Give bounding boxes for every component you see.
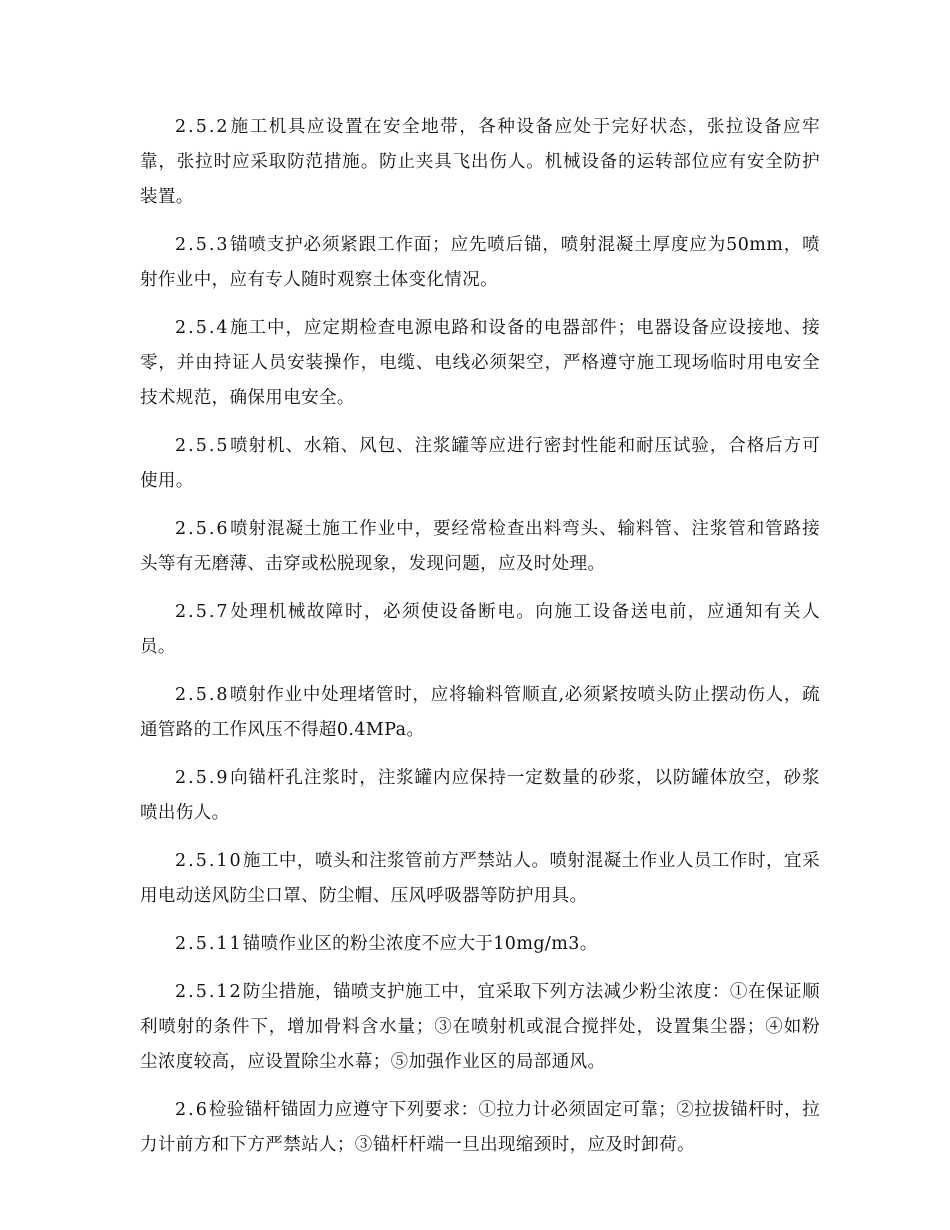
paragraph-2-5-11: [140, 927, 820, 962]
paragraph-2-5-3: [140, 228, 820, 298]
clause-text: 检验锚杆锚固力应遵守下列要求：①拉力计必须固定可靠；②拉拔锚杆时，拉力计前方和下方严禁站人；③锚杆杆端一旦出现缩颈时，应及时卸荷。: [140, 1100, 820, 1155]
clause-number: 2.5.7: [175, 602, 230, 622]
clause-number: 2.5.9: [175, 768, 230, 788]
clause-text: 喷射混凝土施工作业中，要经常检查出料弯头、输料管、注浆管和管路接头等有无磨薄、击穿或松脱现象，发现问题，应及时处理。: [140, 519, 820, 574]
paragraph-2-5-7: [140, 595, 820, 665]
clause-number: 2.5.5: [175, 436, 230, 456]
clause-number: 2.5.11: [175, 934, 243, 954]
clause-text: 向锚杆孔注浆时，注浆罐内应保持一定数量的砂浆，以防罐体放空，砂浆喷出伤人。: [140, 768, 820, 823]
clause-number: 2.5.12: [175, 982, 243, 1002]
paragraph-2-5-4: [140, 311, 820, 416]
clause-text: 处理机械故障时，必须使设备断电。向施工设备送电前，应通知有关人员。: [140, 602, 820, 657]
clause-text: 喷射机、水箱、风包、注浆罐等应进行密封性能和耐压试验，合格后方可使用。: [140, 436, 820, 491]
clause-number: 2.6: [175, 1100, 209, 1120]
clause-text: 锚喷支护必须紧跟工作面；应先喷后锚，喷射混凝土厚度应为50mm，喷射作业中，应有专人随时观察土体变化情况。: [140, 235, 820, 290]
paragraph-2-5-10: [140, 844, 820, 914]
paragraph-2-6: [140, 1093, 820, 1163]
paragraph-2-5-12: [140, 975, 820, 1080]
paragraph-2-5-6: [140, 512, 820, 582]
clause-text: 施工中，应定期检查电源电路和设备的电器部件；电器设备应设接地、接零，并由持证人员安装操作，电缆、电线必须架空，严格遵守施工现场临时用电安全技术规范，确保用电安全。: [140, 318, 820, 408]
clause-number: 2.5.4: [175, 318, 230, 338]
clause-text: 施工中，喷头和注浆管前方严禁站人。喷射混凝土作业人员工作时，宜采用电动送风防尘口罩、防尘帽、压风呼吸器等防护用具。: [140, 851, 820, 906]
clause-number: 2.5.6: [175, 519, 230, 539]
clause-number: 2.5.8: [175, 685, 230, 705]
clause-text: 锚喷作业区的粉尘浓度不应大于10mg/m3。: [242, 934, 598, 954]
paragraph-2-5-5: [140, 429, 820, 499]
clause-text: 施工机具应设置在安全地带，各种设备应处于完好状态，张拉设备应牢靠，张拉时应采取防范措施。防止夹具飞出伤人。机械设备的运转部位应有安全防护装置。: [140, 117, 820, 207]
paragraph-2-5-8: [140, 678, 820, 748]
paragraph-2-5-2: [140, 110, 820, 215]
clause-number: 2.5.3: [175, 235, 230, 255]
clause-text: 喷射作业中处理堵管时，应将输料管顺直,必须紧按喷头防止摆动伤人，疏通管路的工作风压不得超0.4MPa。: [140, 685, 820, 740]
paragraph-2-5-9: [140, 761, 820, 831]
clause-text: 防尘措施，锚喷支护施工中，宜采取下列方法减少粉尘浓度：①在保证顺利喷射的条件下，增加骨料含水量；③在喷射机或混合搅拌处，设置集尘器；④如粉尘浓度较高，应设置除尘水幕；⑤加强作业区的局部通风。: [140, 982, 820, 1072]
document-body: [140, 110, 820, 1176]
clause-number: 2.5.10: [175, 851, 243, 871]
clause-number: 2.5.2: [175, 117, 230, 137]
